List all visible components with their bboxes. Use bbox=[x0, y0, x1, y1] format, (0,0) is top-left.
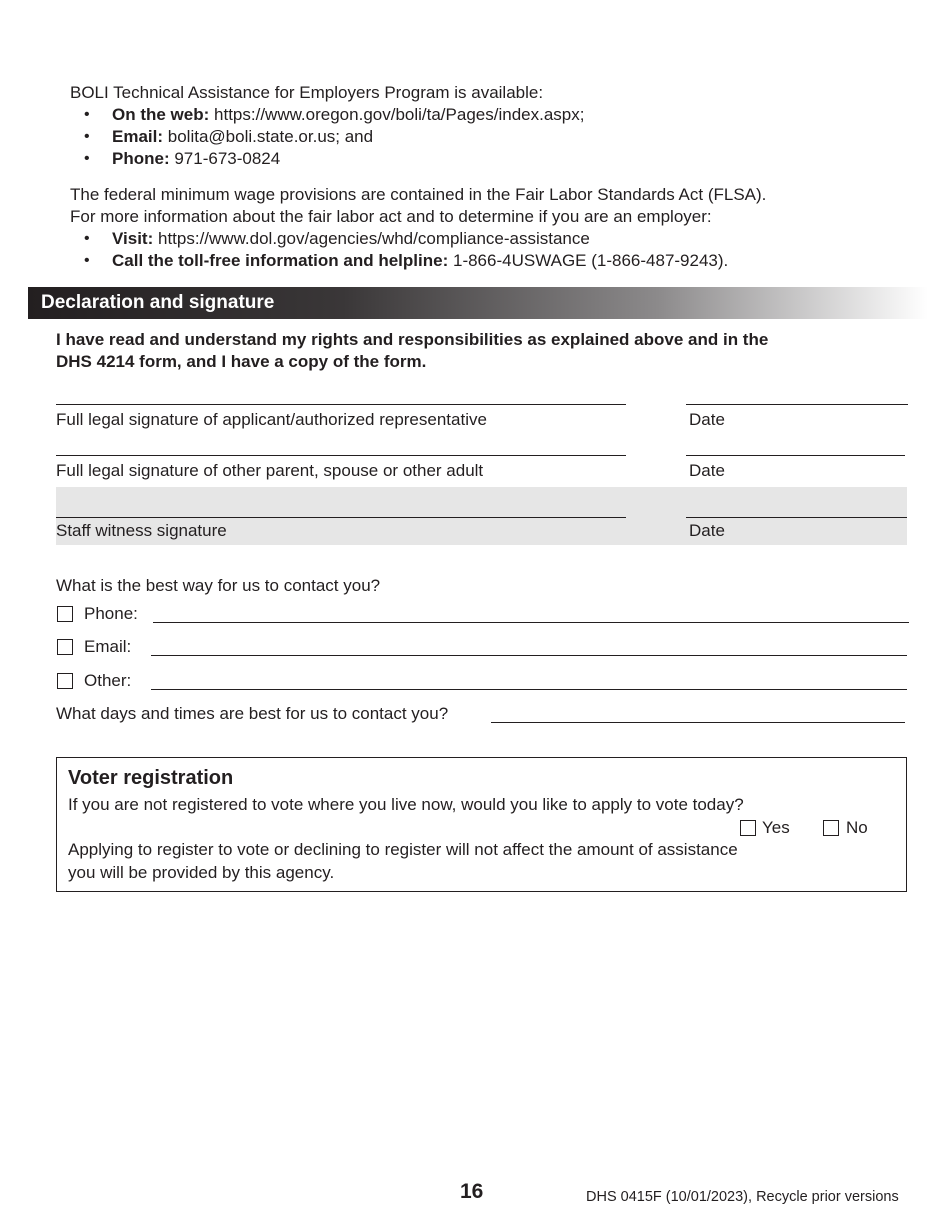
other-adult-signature-label: Full legal signature of other parent, spouse or other adult bbox=[56, 461, 484, 480]
applicant-signature-field[interactable] bbox=[56, 404, 626, 405]
contact-days-input[interactable] bbox=[491, 722, 905, 723]
voter-no-checkbox[interactable] bbox=[823, 820, 839, 836]
boli-email-label: Email: bbox=[112, 127, 164, 146]
other-adult-date-label: Date bbox=[689, 461, 725, 480]
contact-other-label: Other: bbox=[84, 671, 132, 690]
declaration-heading: Declaration and signature bbox=[41, 292, 275, 313]
flsa-helpline-value: 1-866-4USWAGE (1-866-487-9243). bbox=[452, 251, 729, 270]
contact-other-checkbox[interactable] bbox=[57, 673, 73, 689]
voter-title: Voter registration bbox=[68, 767, 234, 789]
staff-witness-date-field[interactable] bbox=[686, 517, 907, 518]
voter-no-label: No bbox=[846, 818, 868, 837]
staff-witness-date-label: Date bbox=[689, 521, 725, 540]
applicant-signature-label: Full legal signature of applicant/authorized representative bbox=[56, 410, 487, 429]
contact-email-input[interactable] bbox=[151, 655, 907, 656]
flsa-line-1: The federal minimum wage provisions are contained in the Fair Labor Standards Act (FLSA). bbox=[70, 185, 767, 204]
flsa-visit-label: Visit: bbox=[112, 229, 154, 248]
boli-web-item bbox=[112, 104, 584, 126]
contact-phone-label: Phone: bbox=[84, 604, 138, 623]
contact-phone-input[interactable] bbox=[153, 622, 909, 623]
boli-email-item bbox=[112, 126, 373, 148]
flsa-helpline-item bbox=[112, 250, 728, 272]
voter-note-line-2: you will be provided by this agency. bbox=[68, 863, 335, 882]
flsa-visit-link[interactable]: https://www.dol.gov/agencies/whd/compliance-assistance bbox=[158, 229, 590, 248]
flsa-line-2: For more information about the fair labor act and to determine if you are an employer: bbox=[70, 207, 712, 226]
boli-web-link[interactable]: https://www.oregon.gov/boli/ta/Pages/index.aspx; bbox=[214, 105, 585, 124]
flsa-visit-item bbox=[112, 228, 590, 250]
voter-yes-label: Yes bbox=[762, 818, 790, 837]
boli-phone-item bbox=[112, 148, 280, 170]
boli-email-link[interactable]: bolita@boli.state.or.us; and bbox=[167, 127, 374, 146]
applicant-date-field[interactable] bbox=[686, 404, 908, 405]
voter-yes-checkbox[interactable] bbox=[740, 820, 756, 836]
bullet-icon: • bbox=[84, 150, 90, 167]
bullet-icon: • bbox=[84, 128, 90, 145]
boli-web-label: On the web: bbox=[112, 105, 210, 124]
declaration-statement-line-2: DHS 4214 form, and I have a copy of the form. bbox=[56, 352, 427, 371]
boli-intro: BOLI Technical Assistance for Employers Program is available: bbox=[70, 83, 544, 102]
contact-phone-checkbox[interactable] bbox=[57, 606, 73, 622]
flsa-helpline-label: Call the toll-free information and helpline: bbox=[112, 251, 449, 270]
bullet-icon: • bbox=[84, 230, 90, 247]
other-adult-date-field[interactable] bbox=[686, 455, 905, 456]
declaration-header-bar bbox=[28, 287, 928, 319]
contact-question: What is the best way for us to contact you? bbox=[56, 576, 381, 595]
staff-witness-signature-field[interactable] bbox=[56, 517, 626, 518]
page-number: 16 bbox=[460, 1180, 484, 1203]
bullet-icon: • bbox=[84, 252, 90, 269]
applicant-date-label: Date bbox=[689, 410, 725, 429]
boli-phone-value: 971-673-0824 bbox=[174, 149, 281, 168]
staff-witness-signature-label: Staff witness signature bbox=[56, 521, 227, 540]
contact-days-question: What days and times are best for us to contact you? bbox=[56, 704, 449, 723]
voter-question: If you are not registered to vote where you live now, would you like to apply to vote today? bbox=[68, 795, 744, 814]
contact-other-input[interactable] bbox=[151, 689, 907, 690]
contact-email-label: Email: bbox=[84, 637, 132, 656]
boli-phone-label: Phone: bbox=[112, 149, 170, 168]
contact-email-checkbox[interactable] bbox=[57, 639, 73, 655]
form-identifier: DHS 0415F (10/01/2023), Recycle prior versions bbox=[586, 1189, 899, 1205]
other-adult-signature-field[interactable] bbox=[56, 455, 626, 456]
bullet-icon: • bbox=[84, 106, 90, 123]
voter-note-line-1: Applying to register to vote or declining to register will not affect the amount of assistance bbox=[68, 840, 738, 859]
declaration-statement-line-1: I have read and understand my rights and responsibilities as explained above and in the bbox=[56, 330, 769, 349]
